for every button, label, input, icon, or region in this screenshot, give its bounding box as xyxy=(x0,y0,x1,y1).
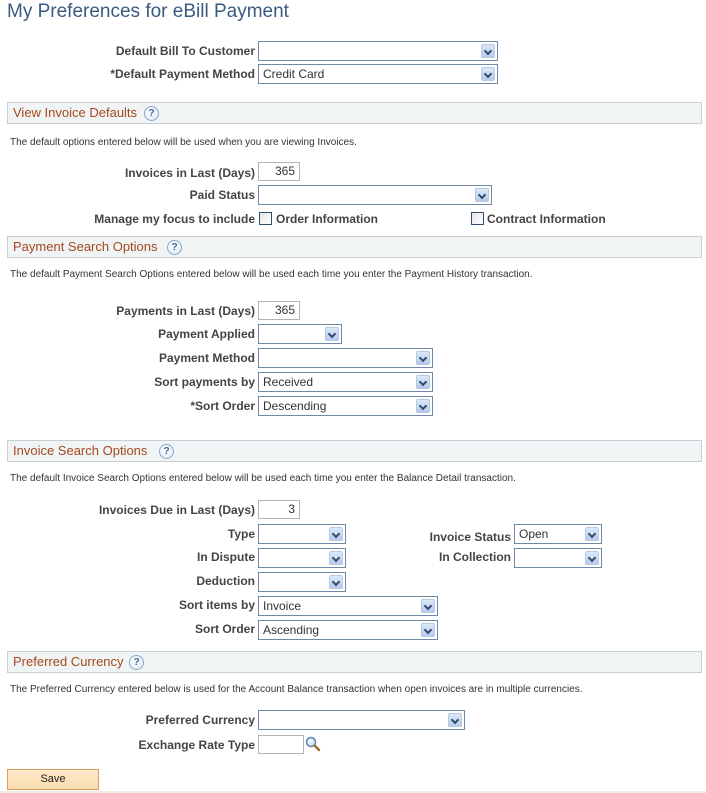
default-bill-to-customer-select[interactable] xyxy=(258,41,498,61)
section-header-view-invoice-defaults xyxy=(7,102,702,124)
invoices-due-in-last-days-input[interactable]: 3 xyxy=(258,500,300,519)
chevron-down-icon[interactable] xyxy=(448,713,462,727)
preferred-currency-label: Preferred Currency xyxy=(145,713,255,727)
payment-sort-order-select[interactable] xyxy=(258,396,433,416)
payment-applied-label: Payment Applied xyxy=(158,327,255,341)
sort-items-by-select[interactable] xyxy=(258,596,438,616)
page-title: My Preferences for eBill Payment xyxy=(7,1,289,22)
section-description: The default Payment Search Options entered below will be used each time you enter the Payment History transaction. xyxy=(10,269,533,280)
chevron-down-icon[interactable] xyxy=(329,575,343,589)
chevron-down-icon[interactable] xyxy=(421,623,435,637)
payment-sort-order-label: *Sort Order xyxy=(190,399,255,413)
type-label: Type xyxy=(227,527,255,541)
exchange-rate-type-input[interactable] xyxy=(258,735,304,754)
selected-value: Invoice xyxy=(263,599,302,613)
chevron-down-icon[interactable] xyxy=(416,399,430,413)
contract-information-checkbox[interactable] xyxy=(471,212,484,225)
selected-value: Credit Card xyxy=(263,67,325,81)
sort-items-by-label: Sort items by xyxy=(178,598,255,612)
default-payment-method-select[interactable] xyxy=(258,64,498,84)
invoice-status-label: Invoice Status xyxy=(429,530,511,544)
paid-status-label: Paid Status xyxy=(189,188,255,202)
paid-status-select[interactable] xyxy=(258,185,492,205)
selected-value: Descending xyxy=(263,399,327,413)
deduction-select[interactable] xyxy=(258,572,346,592)
exchange-rate-type-label: Exchange Rate Type xyxy=(138,738,255,752)
chevron-down-icon[interactable] xyxy=(329,527,343,541)
invoice-sort-order-label: Sort Order xyxy=(194,622,255,636)
default-bill-to-customer-label: Default Bill To Customer xyxy=(115,44,255,58)
save-button[interactable]: Save xyxy=(7,769,99,790)
help-icon[interactable]: ? xyxy=(159,444,174,459)
section-title: Invoice Search Options xyxy=(13,443,148,458)
section-description: The default options entered below will be used when you are viewing Invoices. xyxy=(10,137,357,148)
deduction-label: Deduction xyxy=(196,574,255,588)
in-collection-label: In Collection xyxy=(439,550,511,564)
in-collection-select[interactable] xyxy=(514,548,602,568)
in-dispute-select[interactable] xyxy=(258,548,346,568)
section-title: Payment Search Options xyxy=(13,239,158,254)
sort-payments-by-select[interactable] xyxy=(258,372,433,392)
selected-value: Open xyxy=(519,527,549,541)
chevron-down-icon[interactable] xyxy=(329,551,343,565)
help-icon[interactable]: ? xyxy=(129,655,144,670)
type-select[interactable] xyxy=(258,524,346,544)
default-payment-method-label: *Default Payment Method xyxy=(110,67,255,81)
sort-payments-by-label: Sort payments by xyxy=(154,375,255,389)
payment-method-label: Payment Method xyxy=(158,351,255,365)
selected-value: Received xyxy=(263,375,314,389)
payments-in-last-days-label: Payments in Last (Days) xyxy=(116,304,255,318)
chevron-down-icon[interactable] xyxy=(416,351,430,365)
payments-in-last-days-input[interactable]: 365 xyxy=(258,301,300,320)
magnifier-icon[interactable] xyxy=(305,736,321,752)
help-icon[interactable]: ? xyxy=(167,240,182,255)
invoices-due-in-last-days-label: Invoices Due in Last (Days) xyxy=(98,503,255,517)
contract-information-label: Contract Information xyxy=(487,212,606,226)
section-description: The Preferred Currency entered below is used for the Account Balance transaction when open invoices are in multiple currencies. xyxy=(10,684,583,695)
section-title: View Invoice Defaults xyxy=(13,105,138,120)
chevron-down-icon[interactable] xyxy=(475,188,489,202)
invoice-sort-order-select[interactable] xyxy=(258,620,438,640)
section-description: The default Invoice Search Options entered below will be used each time you enter the Balance Detail transaction. xyxy=(10,473,516,484)
chevron-down-icon[interactable] xyxy=(481,44,495,58)
order-information-label: Order Information xyxy=(276,212,379,226)
section-title: Preferred Currency xyxy=(13,654,124,669)
order-information-checkbox[interactable] xyxy=(259,212,272,225)
in-dispute-label: In Dispute xyxy=(196,550,255,564)
help-icon[interactable]: ? xyxy=(144,106,159,121)
selected-value: Ascending xyxy=(263,623,320,637)
chevron-down-icon[interactable] xyxy=(585,527,599,541)
invoice-status-select[interactable] xyxy=(514,524,602,544)
chevron-down-icon[interactable] xyxy=(416,375,430,389)
chevron-down-icon[interactable] xyxy=(325,327,339,341)
payment-applied-select[interactable] xyxy=(258,324,342,344)
preferred-currency-select[interactable] xyxy=(258,710,465,730)
invoices-in-last-days-input[interactable]: 365 xyxy=(258,162,300,181)
chevron-down-icon[interactable] xyxy=(481,67,495,81)
section-header-invoice-search-options xyxy=(7,440,702,462)
section-header-payment-search-options xyxy=(7,236,702,258)
payment-method-select[interactable] xyxy=(258,348,433,368)
chevron-down-icon[interactable] xyxy=(585,551,599,565)
section-header-preferred-currency xyxy=(7,651,702,673)
invoices-in-last-days-label: Invoices in Last (Days) xyxy=(124,166,255,180)
manage-focus-label: Manage my focus to include xyxy=(94,212,255,226)
chevron-down-icon[interactable] xyxy=(421,599,435,613)
